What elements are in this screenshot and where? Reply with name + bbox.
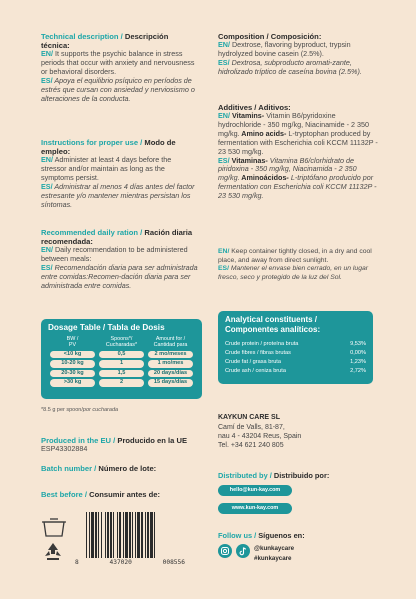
tiktok-handle[interactable]: #kunkaycare bbox=[254, 555, 292, 562]
instr-title-en: Instructions for proper use / bbox=[41, 138, 143, 147]
dosage-header bbox=[48, 336, 195, 349]
dosage-amount: 15 days/días bbox=[148, 379, 193, 387]
batch-number: Batch number / Número de lote: bbox=[41, 464, 157, 473]
dosage-weight: 20-30 kg bbox=[50, 370, 95, 378]
instr-es-text: Administrar al menos 4 días antes del factor estresante y/o mantener mientras persistan los síntomas. bbox=[41, 181, 195, 209]
analytical-constituents bbox=[218, 311, 373, 384]
tech-en-text: It supports the psychic balance in stress periods that occur with anxiety and nervousness or behavioral disorders. bbox=[41, 49, 195, 76]
lang-en-label: EN/ bbox=[41, 245, 53, 254]
dosage-row bbox=[48, 379, 195, 387]
recycle-bin-icon bbox=[41, 518, 67, 538]
dosage-row bbox=[48, 370, 195, 378]
dosage-header-amount: Amount for / Cantidad para bbox=[153, 336, 188, 349]
lang-en-label: EN/ bbox=[41, 49, 53, 58]
dosage-weight: 10-20 kg bbox=[50, 360, 95, 368]
ration-title-en: Recommended daily ration / bbox=[41, 228, 143, 237]
lang-es-label: ES/ bbox=[41, 181, 53, 191]
dosage-amount: 1 mo/mes bbox=[148, 360, 193, 368]
recycling-icon bbox=[42, 541, 64, 563]
analytical-title: Analytical constituents / Componentes analíticos: bbox=[225, 315, 321, 334]
dosage-row bbox=[48, 360, 195, 368]
dosage-row bbox=[48, 351, 195, 359]
dosage-table bbox=[41, 319, 202, 399]
instr-title-es: Modo de empleo: bbox=[41, 138, 176, 156]
technical-description bbox=[41, 32, 198, 103]
dosage-spoons: 1,5 bbox=[99, 370, 144, 378]
best-before: Best before / Consumir antes de: bbox=[41, 490, 161, 499]
dosage-spoons: 0,5 bbox=[99, 351, 144, 359]
dosage-amount: 2 mo/meses bbox=[148, 351, 193, 359]
barcode bbox=[85, 512, 177, 558]
produced-es: Producido en la UE bbox=[117, 436, 188, 445]
tech-title-es: Descripción técnica: bbox=[41, 32, 169, 50]
ration-es-text: Recomendación diaria para ser administrada entre comidas:Recomen-dación diaria para ser administrada entre comidas. bbox=[41, 262, 198, 290]
lang-es-label: ES/ bbox=[41, 75, 53, 85]
tech-title-en: Technical description / bbox=[41, 32, 123, 41]
dosage-amount: 20 days/días bbox=[148, 370, 193, 378]
website-link[interactable]: www.kun-kay.com bbox=[218, 503, 292, 514]
composition: Composition / Composición: EN/ Dextrose, flavoring byproduct, trypsin hydrolyzed bovine casein (2.5%). ES/ Dextrosa, subproducto aromati-zante, hidrolizado tríptico de caseína bovina (2.5%). bbox=[218, 32, 362, 76]
company-address: KAYKUN CARE SL Camí de Valls, 81-87, nau 4 - 43204 Reus, Spain Tel. +34 621 240 805 bbox=[218, 414, 302, 449]
dosage-weight: <10 kg bbox=[50, 351, 95, 359]
produced-en: Produced in the EU / bbox=[41, 436, 116, 445]
ration-en-text: Daily recommendation to be administered between meals: bbox=[41, 245, 188, 263]
additives-title: Additives / Aditivos: bbox=[218, 103, 291, 112]
distributed-by: Distributed by / Distribuido por: bbox=[218, 471, 330, 480]
daily-ration bbox=[41, 228, 198, 291]
produced-block bbox=[41, 436, 201, 454]
instagram-handle[interactable]: @kunkaycare bbox=[254, 545, 295, 552]
barcode-digits: 8 437020 008556 bbox=[75, 559, 185, 566]
additives: Additives / Aditivos: EN/ Vitamins- Vitamin B6/pyridoxine hydrochloride - 350 mg/kg, Niacinamide - 2 350 mg/kg. Amino acids- L-tryptophan produced by fermentation with Escherichia coli KCCM 11132P - 23 530 mg/kg. ES/ Vitaminas- Vitamina B6/clorhidrato de piridoxina - 350 mg/kg, Niacinamida - 2 350 mg/kg. Aminoácidos- L-triptófano producido por fermentation con Escherichia coli KCCM 11132P - 23 530 mg/kg. bbox=[218, 103, 378, 201]
instr-en-text: Administer at least 4 days before the stressor and/or maintain as long as the symptoms persist. bbox=[41, 155, 172, 182]
lang-es-label: ES/ bbox=[41, 262, 53, 272]
analytical-row: Crude ash / ceniza bruta 2,72% bbox=[225, 368, 366, 374]
dosage-weight: >30 kg bbox=[50, 379, 95, 387]
analytical-row: Crude protein / proteína bruta 9,53% bbox=[225, 341, 366, 347]
instructions bbox=[41, 138, 198, 209]
composition-title: Composition / Composición: bbox=[218, 32, 322, 41]
storage: EN/ Keep container tightly closed, in a dry and cool place, and away from direct sunlight. ES/ Mantener el envase bien cerrado, en un lugar fresco, seco y protegido de la luz del Sol. bbox=[218, 248, 372, 281]
composition-en-text: Dextrose, flavoring byproduct, trypsin hydrolyzed bovine casein (2.5%). bbox=[218, 40, 351, 58]
dosage-header-bw: BW / PV bbox=[66, 336, 79, 349]
left-column bbox=[41, 0, 198, 599]
composition-es-text: Dextrosa, subproducto aromati-zante, hidrolizado tríptico de caseína bovina (2.5%). bbox=[218, 57, 362, 76]
dosage-footnote: *8.5 g per spoon/por cucharada bbox=[41, 407, 119, 413]
company-phone: Tel. +34 621 240 805 bbox=[218, 442, 284, 449]
ration-title-es: Ración diaria recomendada: bbox=[41, 228, 193, 246]
dosage-title: Dosage Table / Tabla de Dosis bbox=[48, 323, 165, 332]
dosage-spoons: 1 bbox=[99, 360, 144, 368]
analytical-row: Crude fat / grasa bruta 1,23% bbox=[225, 359, 366, 365]
follow-us: Follow us / Síguenos en: bbox=[218, 531, 305, 540]
dosage-header-spoons: Spoons*/ Cucharadas* bbox=[105, 336, 138, 349]
tech-es-text: Apoya el equilibrio psíquico en períodos de estrés que cursan con ansiedad y nerviosismo o alteraciones de la conducta. bbox=[41, 75, 195, 103]
dosage-spoons: 2 bbox=[99, 379, 144, 387]
right-column bbox=[218, 0, 378, 320]
producer-code: ESP43302884 bbox=[41, 444, 88, 453]
analytical-row: Crude fibres / fibras brutas 0,00% bbox=[225, 350, 366, 356]
email-link[interactable]: hello@kun-kay.com bbox=[218, 485, 292, 496]
tiktok-icon[interactable] bbox=[236, 544, 250, 558]
company-name: KAYKUN CARE SL bbox=[218, 414, 280, 421]
instagram-icon[interactable] bbox=[218, 544, 232, 558]
lang-en-label: EN/ bbox=[41, 155, 53, 164]
